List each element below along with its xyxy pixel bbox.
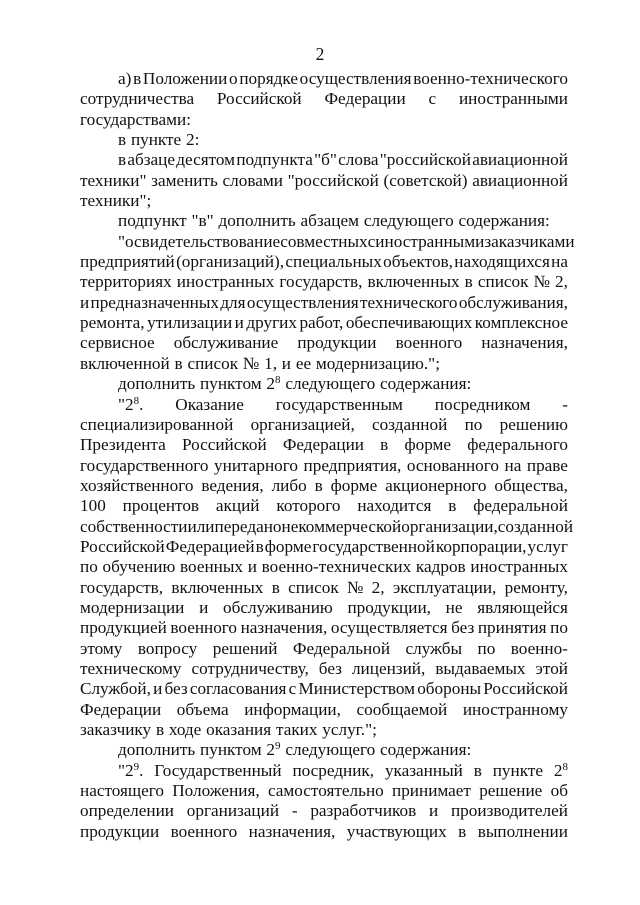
word: продукции bbox=[297, 333, 377, 353]
word: словами bbox=[222, 170, 283, 190]
paragraph bbox=[80, 740, 568, 760]
word: Российской bbox=[483, 679, 568, 699]
word: посредник, bbox=[292, 760, 375, 780]
word: "освидетельствование bbox=[118, 231, 281, 251]
word: без bbox=[451, 618, 475, 638]
word: Оказание bbox=[175, 394, 244, 414]
word: организацией, bbox=[250, 414, 355, 434]
word: ремонту, bbox=[504, 577, 568, 597]
word: осуществления bbox=[246, 292, 359, 312]
word: военного bbox=[170, 821, 238, 841]
text-line bbox=[80, 822, 568, 842]
word: абзаце bbox=[127, 150, 176, 170]
word: собственности bbox=[80, 516, 188, 536]
word: Государственный bbox=[154, 760, 282, 780]
word: подпункта bbox=[236, 150, 313, 170]
word: назначения, bbox=[240, 618, 328, 638]
word: "$2^8$. bbox=[118, 394, 144, 414]
word: № bbox=[533, 272, 550, 292]
word: продукции bbox=[80, 821, 160, 841]
word: Президента bbox=[80, 435, 166, 455]
word: сотрудничества bbox=[80, 89, 195, 109]
word: а) bbox=[118, 69, 132, 88]
word: № bbox=[346, 577, 364, 597]
text-line bbox=[80, 557, 568, 577]
word: включенных bbox=[367, 272, 460, 292]
text-line bbox=[80, 211, 568, 231]
word: оказания bbox=[206, 720, 272, 739]
word: назначения, bbox=[481, 333, 568, 353]
word: в bbox=[314, 475, 323, 495]
word: находящихся bbox=[454, 252, 550, 272]
word: принятия bbox=[477, 618, 547, 638]
word: 1, bbox=[264, 353, 277, 373]
word: федеральной bbox=[473, 496, 568, 516]
paragraph bbox=[80, 150, 568, 211]
word: (организаций), bbox=[176, 252, 285, 272]
text-line bbox=[80, 110, 568, 130]
paragraph bbox=[80, 69, 568, 130]
word: иностранных bbox=[176, 272, 275, 292]
word: модернизацию."; bbox=[315, 353, 440, 373]
word: участвующих bbox=[346, 821, 447, 841]
word: других bbox=[246, 313, 297, 333]
word: иностранному bbox=[462, 699, 568, 719]
word: Федерации bbox=[80, 699, 162, 719]
word: по bbox=[477, 638, 496, 658]
word: форме bbox=[330, 475, 378, 495]
word: объема bbox=[176, 699, 229, 719]
word: модернизации bbox=[80, 597, 185, 617]
word: "б" bbox=[314, 150, 337, 170]
text-line bbox=[80, 130, 568, 150]
word: выполнении bbox=[477, 821, 568, 841]
word: Положении bbox=[142, 69, 228, 88]
word: включенной bbox=[80, 353, 170, 373]
word: 2: bbox=[186, 130, 200, 150]
word: содержания: bbox=[380, 374, 472, 394]
word: общества, bbox=[494, 475, 568, 495]
word: 2, bbox=[555, 272, 568, 292]
word: обслуживание bbox=[173, 333, 279, 353]
word: по bbox=[80, 557, 98, 577]
word: продукцией bbox=[80, 618, 167, 638]
word: осуществления bbox=[299, 69, 412, 88]
word: этому bbox=[80, 638, 123, 658]
word: хозяйственного bbox=[80, 475, 194, 495]
word: информации, bbox=[244, 699, 341, 719]
word: праве bbox=[526, 455, 568, 475]
text-line bbox=[80, 231, 575, 252]
word: посредником bbox=[434, 394, 531, 414]
paragraph bbox=[80, 130, 568, 150]
paragraph bbox=[80, 211, 568, 231]
word: для bbox=[220, 292, 246, 312]
word: обороны bbox=[417, 679, 482, 699]
word: на bbox=[504, 455, 522, 475]
word: государственным bbox=[275, 394, 403, 414]
word: в bbox=[118, 150, 127, 170]
word: находится bbox=[357, 496, 432, 516]
text-line bbox=[80, 435, 568, 455]
word: в bbox=[255, 536, 264, 556]
word: принимает bbox=[392, 781, 471, 801]
word: организации, bbox=[401, 516, 498, 536]
word: Министерством bbox=[298, 679, 416, 699]
word: в bbox=[473, 760, 482, 780]
word: государств, bbox=[279, 272, 363, 292]
text-line bbox=[80, 313, 568, 333]
word: не bbox=[445, 597, 463, 617]
word: в bbox=[174, 353, 183, 373]
word: ремонта, bbox=[80, 313, 145, 333]
document-body bbox=[80, 69, 575, 842]
word: заказчику bbox=[80, 720, 152, 739]
word: и bbox=[247, 557, 257, 577]
word: пунктом bbox=[200, 374, 262, 394]
word: без bbox=[164, 679, 188, 699]
text-line bbox=[80, 740, 568, 760]
word: военного bbox=[170, 618, 238, 638]
word: специальных bbox=[285, 252, 382, 272]
word: ее bbox=[295, 353, 312, 373]
word: государствами: bbox=[80, 109, 192, 129]
word: военно-технического bbox=[413, 69, 568, 88]
word: согласования bbox=[189, 679, 287, 699]
text-line bbox=[80, 537, 568, 557]
word: созданной bbox=[372, 414, 448, 434]
word: абзацем bbox=[300, 211, 359, 231]
word: "российской bbox=[379, 150, 471, 170]
text-line bbox=[80, 333, 568, 353]
text-line bbox=[80, 639, 568, 659]
word: самостоятельно bbox=[267, 781, 384, 801]
word: Российской bbox=[181, 435, 267, 455]
word: в bbox=[271, 577, 280, 597]
word: сотрудничеству, bbox=[191, 658, 309, 678]
word: иностранными bbox=[375, 231, 485, 251]
word: услуг bbox=[527, 536, 568, 556]
word: Федерации bbox=[282, 435, 364, 455]
text-line bbox=[80, 150, 568, 170]
word: в bbox=[155, 720, 165, 739]
word: список bbox=[288, 577, 339, 597]
word: содержания: bbox=[458, 211, 550, 231]
word: форме bbox=[404, 435, 452, 455]
text-line bbox=[80, 781, 568, 801]
word: авиационной bbox=[472, 170, 568, 190]
word: эксплуатации, bbox=[392, 577, 497, 597]
word: таких bbox=[275, 720, 318, 739]
word: $2^8$ bbox=[266, 374, 281, 394]
word: определении bbox=[80, 801, 174, 821]
word: этой bbox=[535, 658, 568, 678]
word: содержания: bbox=[380, 740, 472, 760]
paragraph bbox=[80, 231, 575, 374]
word: Федеральной bbox=[292, 638, 391, 658]
word: обеспечивающих bbox=[345, 313, 473, 333]
word: следующего bbox=[363, 211, 454, 231]
word: государственного bbox=[80, 455, 209, 475]
text-line bbox=[80, 700, 568, 720]
text-line bbox=[80, 679, 568, 699]
text-line bbox=[80, 69, 568, 89]
word: разработчиков bbox=[310, 801, 417, 821]
word: подпункт bbox=[118, 211, 187, 231]
word: заказчиками bbox=[484, 231, 575, 251]
word: Службой, bbox=[80, 679, 151, 699]
text-line bbox=[80, 272, 568, 292]
word: территориях bbox=[80, 272, 172, 292]
text-line bbox=[80, 191, 568, 211]
word: настоящего bbox=[80, 781, 164, 801]
paragraph bbox=[80, 374, 568, 394]
word: следующего bbox=[285, 740, 376, 760]
word: по bbox=[464, 414, 483, 434]
word: в bbox=[118, 130, 127, 150]
word: службы bbox=[405, 638, 463, 658]
word: пункте bbox=[130, 130, 182, 150]
word: включенных bbox=[171, 577, 264, 597]
word: кадров bbox=[415, 557, 466, 577]
word: указанный bbox=[384, 760, 463, 780]
word: на bbox=[551, 252, 568, 272]
word: государственной bbox=[312, 536, 435, 556]
word: военно-технических bbox=[261, 557, 412, 577]
text-line bbox=[80, 801, 568, 821]
word: техники"; bbox=[80, 191, 152, 211]
word: в bbox=[380, 435, 389, 455]
word: Федерацией bbox=[165, 536, 255, 556]
word: № bbox=[242, 353, 260, 373]
word: лицензий, bbox=[351, 658, 426, 678]
word: комплексное bbox=[474, 313, 568, 333]
word: порядке bbox=[239, 69, 298, 88]
word: список bbox=[477, 272, 529, 292]
word: являющейся bbox=[477, 597, 568, 617]
word: без bbox=[318, 658, 342, 678]
word: объектов, bbox=[383, 252, 453, 272]
word: в bbox=[464, 272, 473, 292]
word: слова bbox=[338, 150, 379, 170]
text-line bbox=[80, 171, 568, 191]
text-line bbox=[80, 720, 568, 740]
word: и bbox=[281, 353, 291, 373]
word: пунктом bbox=[200, 740, 262, 760]
word: государств, bbox=[80, 577, 164, 597]
word: сервисное bbox=[80, 333, 155, 353]
word: по bbox=[550, 618, 568, 638]
word: - bbox=[562, 394, 568, 414]
word: либо bbox=[271, 475, 307, 495]
word: форме bbox=[264, 536, 312, 556]
word: военного bbox=[395, 333, 463, 353]
word: пункте bbox=[492, 760, 543, 780]
word: некоммерческой bbox=[281, 516, 402, 536]
word: о bbox=[229, 69, 238, 88]
text-line bbox=[80, 293, 568, 313]
word: продукции, bbox=[347, 597, 431, 617]
word: в bbox=[458, 821, 467, 841]
word: военных bbox=[180, 557, 243, 577]
word: предприятия, bbox=[303, 455, 402, 475]
word: 2, bbox=[371, 577, 385, 597]
word: (советской) bbox=[383, 170, 468, 190]
word: $2^9$ bbox=[266, 740, 281, 760]
word: утилизации bbox=[147, 313, 233, 333]
word: и bbox=[80, 292, 90, 312]
word: и bbox=[234, 313, 244, 333]
word: решений bbox=[212, 638, 278, 658]
word: решение bbox=[479, 781, 543, 801]
word: сообщаемой bbox=[356, 699, 448, 719]
word: Российской bbox=[80, 536, 165, 556]
word: обслуживания, bbox=[458, 292, 568, 312]
word: акций bbox=[215, 496, 260, 516]
word: или bbox=[187, 516, 215, 536]
word: предназначенных bbox=[90, 292, 220, 312]
word: Российской bbox=[216, 89, 302, 109]
word: "в" bbox=[191, 211, 214, 231]
word: назначения, bbox=[248, 821, 336, 841]
word: основанного bbox=[406, 455, 499, 475]
word: выдаваемых bbox=[435, 658, 526, 678]
word: вопросу bbox=[137, 638, 198, 658]
word: "$2^9$. bbox=[118, 760, 144, 780]
text-line bbox=[80, 496, 568, 516]
word: дополнить bbox=[118, 374, 196, 394]
text-line bbox=[80, 395, 568, 415]
text-line bbox=[80, 374, 568, 394]
text-line bbox=[80, 89, 568, 109]
word: заменить bbox=[151, 170, 218, 190]
word: ведения, bbox=[201, 475, 264, 495]
text-line bbox=[80, 252, 568, 272]
paragraph bbox=[80, 394, 574, 741]
word: производителей bbox=[450, 801, 568, 821]
word: в bbox=[448, 496, 457, 516]
word: в bbox=[133, 69, 142, 88]
word: иностранных bbox=[470, 557, 568, 577]
word: технического bbox=[360, 292, 458, 312]
word: "российской bbox=[287, 170, 379, 190]
word: осуществляется bbox=[330, 618, 448, 638]
word: и bbox=[199, 597, 209, 617]
word: решению bbox=[499, 414, 568, 434]
text-line bbox=[80, 659, 568, 679]
word: организаций bbox=[186, 801, 280, 821]
word: - bbox=[291, 801, 298, 821]
word: совместных bbox=[280, 231, 368, 251]
word: работ, bbox=[299, 313, 344, 333]
page-number: 2 bbox=[315, 44, 325, 64]
text-line bbox=[80, 761, 568, 781]
word: предприятий bbox=[80, 252, 175, 272]
word: унитарного bbox=[214, 455, 298, 475]
word: с bbox=[288, 679, 297, 699]
word: созданной bbox=[497, 516, 574, 536]
text-line bbox=[80, 354, 568, 374]
word: 100 bbox=[80, 496, 106, 516]
word: десятом bbox=[176, 150, 236, 170]
text-line bbox=[80, 456, 568, 476]
word: с bbox=[428, 89, 437, 109]
word: услуг."; bbox=[322, 720, 377, 739]
word: авиационной bbox=[472, 150, 568, 170]
paragraph bbox=[80, 761, 568, 842]
word: военно- bbox=[510, 638, 568, 658]
word: специализированной bbox=[80, 414, 234, 434]
text-line bbox=[80, 516, 574, 537]
word: дополнить bbox=[118, 740, 196, 760]
word: Положения, bbox=[172, 781, 260, 801]
word: процентов bbox=[122, 496, 200, 516]
word: Федерации bbox=[324, 89, 406, 109]
word: следующего bbox=[285, 374, 376, 394]
word: техническому bbox=[80, 658, 182, 678]
word: список bbox=[187, 353, 239, 373]
text-line bbox=[80, 578, 568, 598]
word: $2^8$ bbox=[553, 760, 568, 780]
word: и bbox=[153, 679, 163, 699]
word: которого bbox=[276, 496, 341, 516]
word: передано bbox=[214, 516, 282, 536]
word: с bbox=[367, 231, 376, 251]
text-line bbox=[80, 476, 568, 496]
word: акционерного bbox=[385, 475, 487, 495]
text-line bbox=[80, 618, 568, 638]
word: техники" bbox=[80, 170, 147, 190]
word: обучению bbox=[102, 557, 176, 577]
word: ходе bbox=[168, 720, 202, 739]
word: федерального bbox=[467, 435, 568, 455]
word: корпорации, bbox=[435, 536, 527, 556]
word: иностранными bbox=[458, 89, 568, 109]
word: дополнить bbox=[218, 211, 296, 231]
word: и bbox=[429, 801, 439, 821]
word: обслуживанию bbox=[223, 597, 333, 617]
text-line bbox=[80, 598, 568, 618]
word: об bbox=[550, 781, 568, 801]
text-line bbox=[80, 415, 568, 435]
